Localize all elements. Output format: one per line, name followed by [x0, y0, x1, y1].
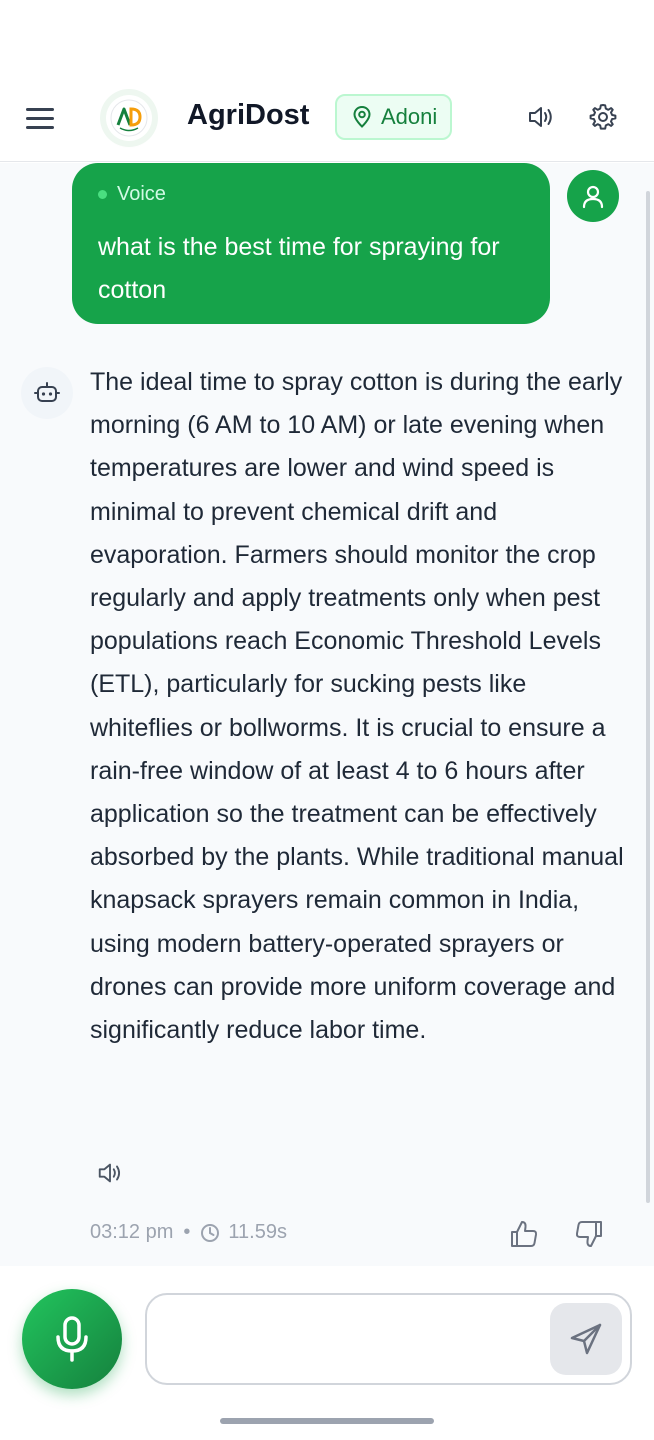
- app-title: AgriDost: [187, 99, 310, 131]
- hamburger-icon-bar: [26, 117, 54, 120]
- thumbs-up-button[interactable]: [508, 1218, 540, 1250]
- settings-button[interactable]: [588, 102, 618, 132]
- thumbs-down-icon: [573, 1218, 605, 1250]
- composer: [0, 1267, 654, 1440]
- gear-icon: [588, 102, 618, 132]
- user-message-text: what is the best time for spraying for cotton: [98, 233, 500, 304]
- bot-message-text: The ideal time to spray cotton is during the early morning (6 AM to 10 AM) or late evening when temperatures are lower and wind speed is minimal to prevent chemical drift and evaporation. Farmers should monitor the crop regularly and apply treatments only when pest populations reach Economic Threshold Levels (ETL), particularly for sucking pests like whiteflies or bollworms. It is crucial to ensure a rain-free window of at least 4 to 6 hours after application so the treatment can be effectively absorbed by the plants. While traditional manual knapsack sprayers remain common in India, using modern battery-operated sprayers or drones can provide more uniform coverage and significantly reduce labor time.: [90, 368, 624, 1045]
- message-meta: [90, 1221, 287, 1244]
- read-aloud-button[interactable]: [96, 1159, 124, 1187]
- hamburger-icon-bar: [26, 126, 54, 129]
- logo-icon: [109, 98, 149, 138]
- location-label: Adoni: [381, 104, 438, 129]
- response-duration: 11.59s: [228, 1221, 287, 1243]
- clock-icon: [200, 1223, 220, 1243]
- message-input-container[interactable]: [145, 1293, 632, 1385]
- thumbs-down-button[interactable]: [573, 1218, 605, 1250]
- home-indicator[interactable]: [220, 1418, 434, 1424]
- location-pin-icon: [353, 106, 371, 128]
- send-button[interactable]: [550, 1303, 622, 1375]
- message-input[interactable]: [165, 1315, 545, 1365]
- chat-thread[interactable]: [0, 163, 654, 1266]
- scrollbar[interactable]: [646, 191, 650, 1203]
- speaker-button[interactable]: [526, 102, 556, 132]
- user-avatar: [567, 170, 619, 222]
- location-selector[interactable]: [335, 94, 452, 140]
- bot-avatar: [21, 367, 73, 419]
- voice-tag-label: Voice: [117, 183, 166, 205]
- menu-button[interactable]: [22, 100, 58, 136]
- user-icon: [580, 183, 606, 209]
- message-time: 03:12 pm: [90, 1221, 174, 1243]
- voice-input-button[interactable]: [22, 1289, 122, 1389]
- send-icon: [568, 1321, 604, 1357]
- microphone-icon: [52, 1315, 92, 1363]
- app-header: [0, 72, 654, 162]
- user-message-bubble: [72, 163, 550, 324]
- app-logo: [106, 95, 152, 141]
- meta-separator: •: [183, 1221, 191, 1243]
- thumbs-up-icon: [508, 1218, 540, 1250]
- speaker-icon: [526, 102, 556, 132]
- voice-tag: [98, 183, 524, 206]
- hamburger-icon-bar: [26, 108, 54, 111]
- voice-dot-icon: [98, 190, 107, 199]
- bot-icon: [33, 379, 61, 407]
- speaker-icon: [96, 1159, 124, 1187]
